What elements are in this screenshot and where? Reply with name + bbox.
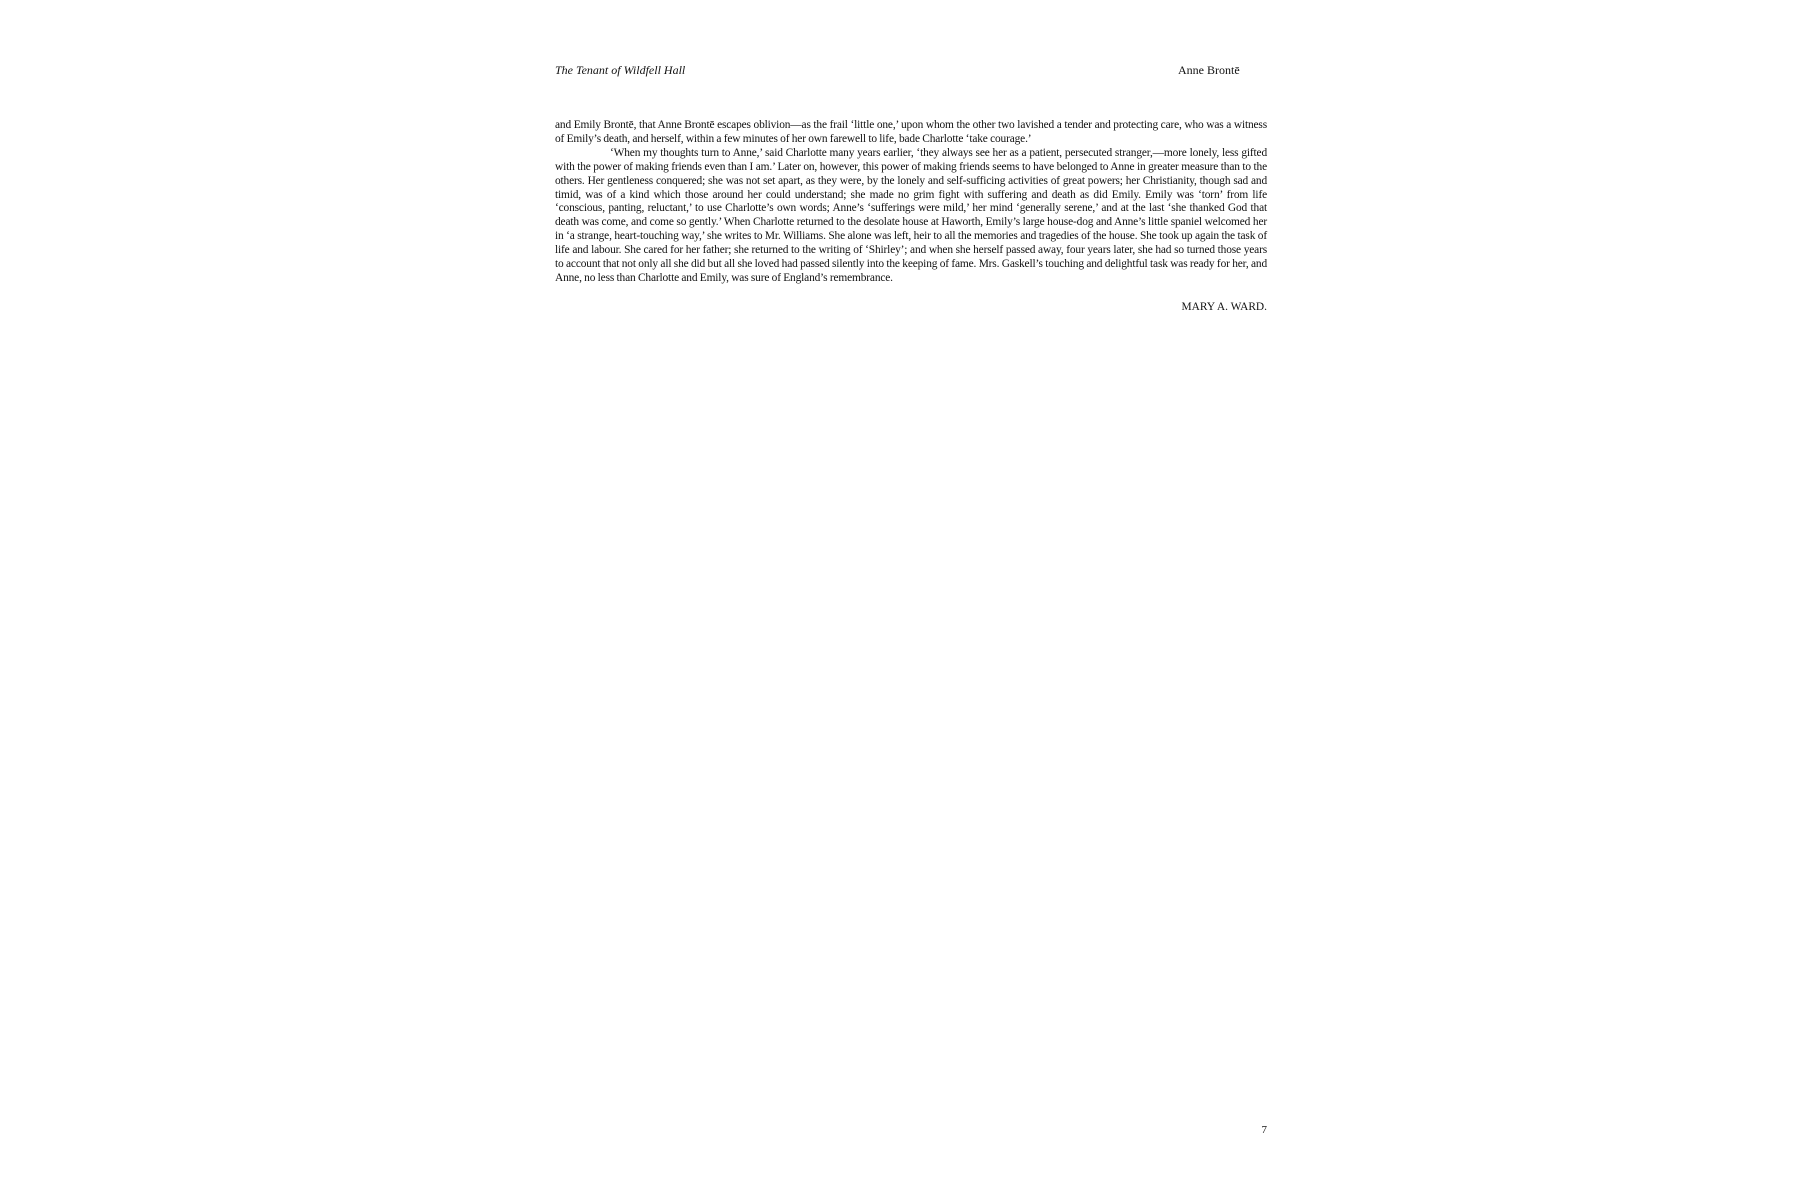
body-text: [555, 119, 1267, 286]
running-header-title: The Tenant of Wildfell Hall: [555, 63, 686, 77]
paragraph: ‘When my thoughts turn to Anne,’ said Charlotte many years earlier, ‘they always see her as a patient, persecuted stranger,—more lonely, less gifted with the power of making friends even than I am.’ Later on, however, this power of making friends seems to have belonged to Anne in greater measure than to the others. Her gentleness conquered; she was not set apart, as they were, by the lonely and self-sufficing activities of great powers; her Christianity, though sad and timid, was of a kind which those around her could understand; she made no grim fight with suffering and death as did Emily. Emily was ‘torn’ from life ‘conscious, panting, reluctant,’ to use Charlotte’s own words; Anne’s ‘sufferings were mild,’ her mind ‘generally serene,’ and at the last ‘she thanked God that death was come, and come so gently.’ When Charlotte returned to the desolate house at Haworth, Emily’s large house-dog and Anne’s little spaniel welcomed her in ‘a strange, heart-touching way,’ she writes to Mr. Williams. She alone was left, heir to all the memories and tragedies of the house. She took up again the task of life and labour. She cared for her father; she returned to the writing of ‘Shirley’; and when she herself passed away, four years later, she had so turned those years to account that not only all she did but all she loved had passed silently into the keeping of fame. Mrs. Gaskell’s touching and delightful task was ready for her, and Anne, no less than Charlotte and Emily, was sure of England’s remembrance.: [555, 146, 1267, 284]
author-signature: MARY A. WARD.: [1181, 301, 1267, 313]
paragraph-continuation: and Emily Brontē, that Anne Brontē escapes oblivion—as the frail ‘little one,’ upon whom the other two lavished a tender and protecting care, who was a witness of Emily’s death, and herself, within a few minutes of her own farewell to life, bade Charlotte ‘take courage.’: [555, 119, 1267, 145]
page-number: 7: [1261, 1124, 1267, 1136]
running-header-author: Anne Brontē: [1178, 63, 1240, 77]
